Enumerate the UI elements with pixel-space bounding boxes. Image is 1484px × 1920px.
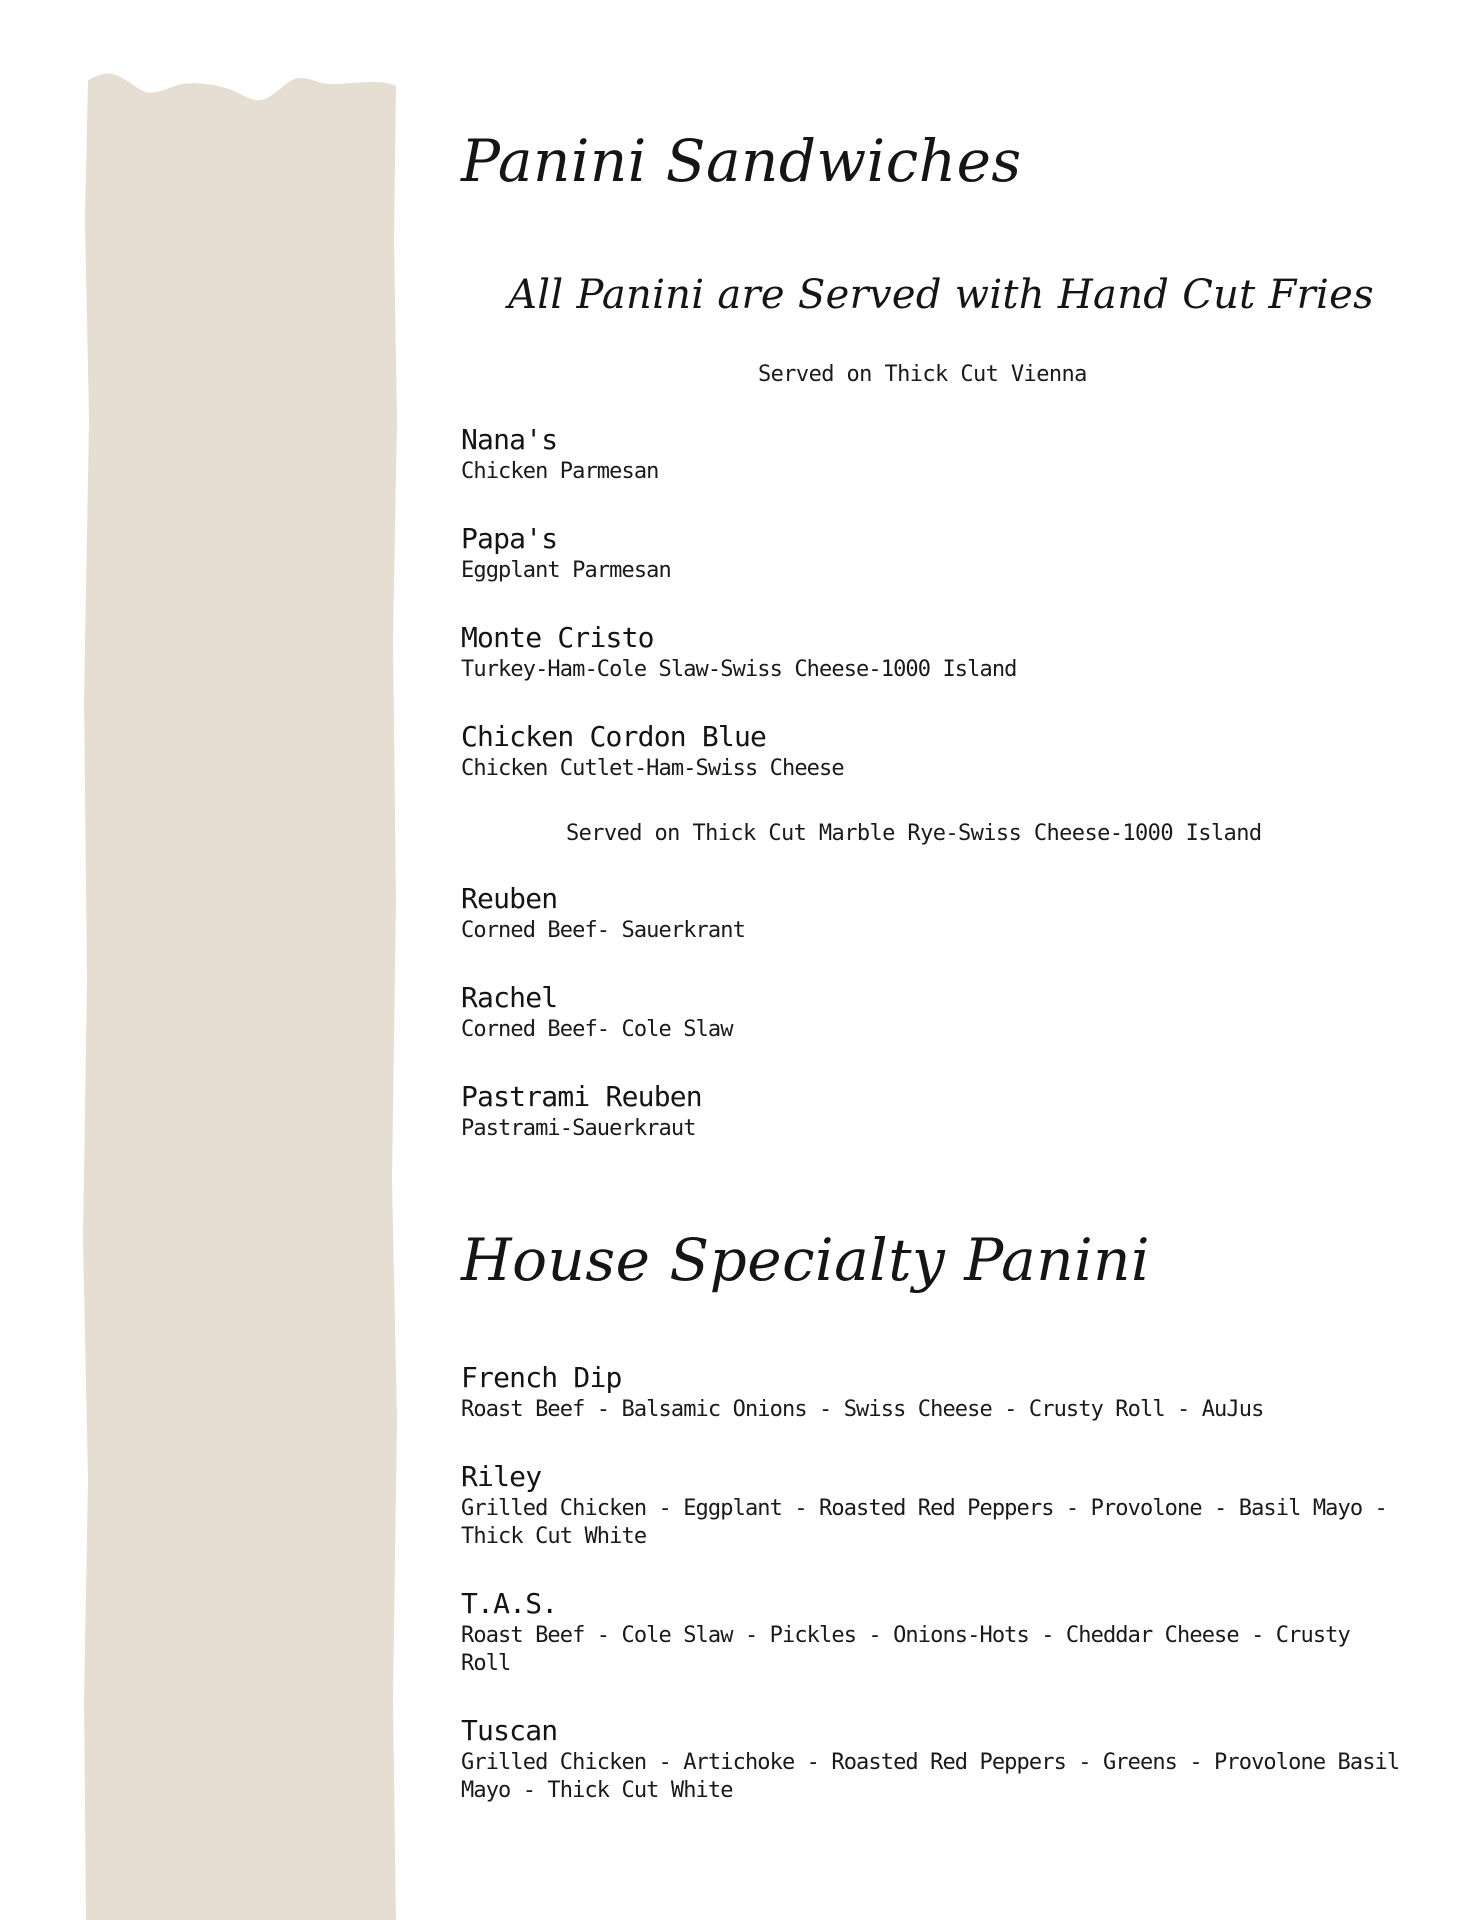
menu-item [461, 622, 1401, 684]
menu-item-description: Grilled Chicken - Artichoke - Roasted Red Peppers - Greens - Provolone Basil Mayo - Thick Cut White [461, 1750, 1400, 1803]
menu-item-description: Pastrami-Sauerkraut [461, 1116, 696, 1141]
menu-item-description: Corned Beef- Cole Slaw [461, 1017, 733, 1042]
menu-item [461, 1461, 1401, 1551]
section-title-panini: Panini Sandwiches [461, 127, 1022, 195]
note-rye-bread: Served on Thick Cut Marble Rye-Swiss Cheese-1000 Island [566, 821, 1262, 846]
menu-item-name: Chicken Cordon Blue [461, 720, 767, 753]
menu-item-description: Chicken Cutlet-Ham-Swiss Cheese [461, 756, 844, 781]
menu-item [461, 424, 1401, 486]
menu-item-name: Monte Cristo [461, 621, 654, 654]
menu-item-name: Tuscan [461, 1714, 558, 1747]
paint-strip-shape [83, 73, 397, 1920]
menu-item-name: T.A.S. [461, 1587, 558, 1620]
menu-item-description: Roast Beef - Balsamic Onions - Swiss Cheese - Crusty Roll - AuJus [461, 1397, 1264, 1422]
menu-item [461, 721, 1401, 783]
menu-item [461, 523, 1401, 585]
menu-item-description: Grilled Chicken - Eggplant - Roasted Red Peppers - Provolone - Basil Mayo - Thick Cut White [461, 1496, 1387, 1549]
menu-item [461, 1715, 1401, 1805]
menu-item-name: Papa's [461, 522, 558, 555]
menu-item-name: Rachel [461, 981, 558, 1014]
note-vienna-bread: Served on Thick Cut Vienna [758, 362, 1087, 387]
menu-item-name: Nana's [461, 423, 558, 456]
menu-item-name: Reuben [461, 882, 558, 915]
section-title-house-specialty: House Specialty Panini [461, 1226, 1151, 1294]
menu-item-description: Eggplant Parmesan [461, 558, 671, 583]
menu-item-name: French Dip [461, 1361, 622, 1394]
menu-item-description: Chicken Parmesan [461, 459, 659, 484]
section-subtitle-fries: All Panini are Served with Hand Cut Fries [508, 272, 1374, 318]
menu-item-name: Pastrami Reuben [461, 1080, 702, 1113]
menu-item-description: Roast Beef - Cole Slaw - Pickles - Onions-Hots - Cheddar Cheese - Crusty Roll [461, 1623, 1350, 1676]
paint-strip-decoration [0, 0, 420, 1920]
menu-item [461, 883, 1401, 945]
menu-item [461, 1081, 1401, 1143]
menu-item-description: Corned Beef- Sauerkrant [461, 918, 745, 943]
menu-item [461, 1362, 1401, 1424]
menu-item-description: Turkey-Ham-Cole Slaw-Swiss Cheese-1000 Island [461, 657, 1017, 682]
menu-item-name: Riley [461, 1460, 542, 1493]
menu-item [461, 982, 1401, 1044]
menu-item [461, 1588, 1401, 1678]
